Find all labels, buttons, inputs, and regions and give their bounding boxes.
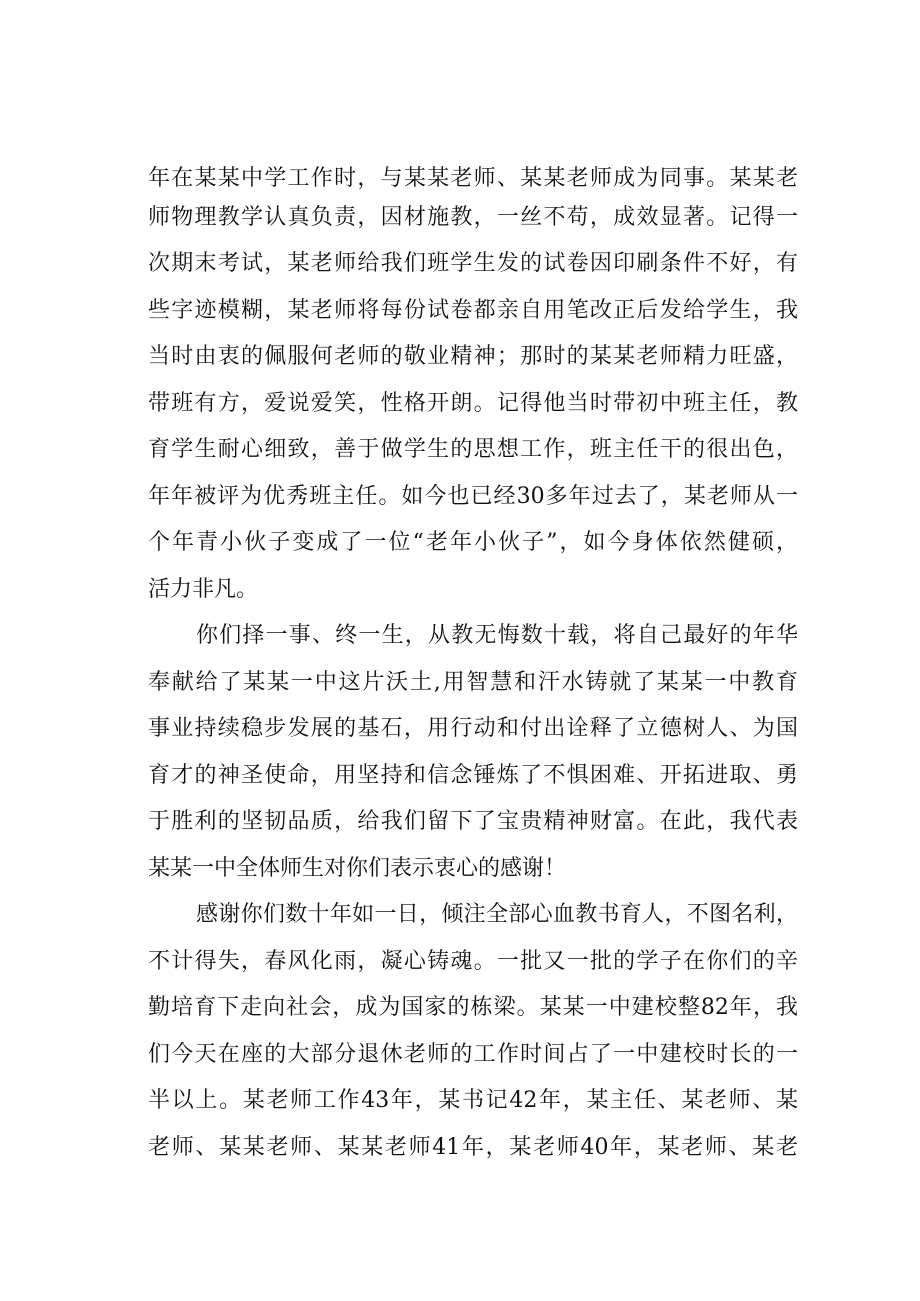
paragraph-3-line-5: 半以上。某老师工作43年，某书记42年，某主任、某老师、某 [148, 1088, 798, 1113]
paragraph-3-line-4: 们今天在座的大部分退休老师的工作时间占了一中建校时长的一 [148, 1042, 798, 1067]
paragraph-1-line-10: 活力非凡。 [148, 577, 259, 602]
paragraph-3-line-3: 勤培育下走向社会，成为国家的栋梁。某某一中建校整82年，我 [148, 995, 798, 1020]
paragraph-2-line-2: 奉献给了某某一中这片沃土,用智慧和汗水铸就了某某一中教育 [148, 670, 798, 695]
document-page [148, 0, 798, 1301]
paragraph-2-line-4: 育才的神圣使命，用坚持和信念锤炼了不惧困难、开拓进取、勇 [148, 763, 798, 788]
paragraph-1-line-5: 当时由衷的佩服何老师的敬业精神；那时的某某老师精力旺盛， [148, 344, 798, 369]
paragraph-1-line-1: 年在某某中学工作时，与某某老师、某某老师成为同事。某某老 [148, 166, 798, 191]
paragraph-2-line-1: 你们择一事、终一生，从教无悔数十载，将自己最好的年华 [196, 623, 798, 648]
paragraph-1-line-4: 些字迹模糊，某老师将每份试卷都亲自用笔改正后发给学生，我 [148, 298, 798, 323]
paragraph-2-line-6: 某某一中全体师生对你们表示衷心的感谢！ [148, 856, 567, 881]
paragraph-1-line-6: 带班有方，爱说爱笑，性格开朗。记得他当时带初中班主任，教 [148, 391, 798, 416]
paragraph-3-line-1: 感谢你们数十年如一日，倾注全部心血教书育人，不图名利， [196, 902, 798, 927]
paragraph-2-line-5: 于胜利的坚韧品质，给我们留下了宝贵精神财富。在此，我代表 [148, 809, 798, 834]
paragraph-1-line-3: 次期末考试，某老师给我们班学生发的试卷因印刷条件不好，有 [148, 251, 798, 276]
paragraph-1-line-9: 个年青小伙子变成了一位“老年小伙子”，如今身体依然健硕， [148, 530, 798, 555]
paragraph-2-line-3: 事业持续稳步发展的基石，用行动和付出诠释了立德树人、为国 [148, 716, 798, 741]
paragraph-1-line-8: 年年被评为优秀班主任。如今也已经30多年过去了，某老师从一 [148, 484, 798, 509]
paragraph-3-line-2: 不计得失，春风化雨，凝心铸魂。一批又一批的学子在你们的辛 [148, 949, 798, 974]
paragraph-3-line-6: 老师、某某老师、某某老师41年，某老师40年，某老师、某老 [148, 1135, 798, 1160]
paragraph-1-line-7: 育学生耐心细致，善于做学生的思想工作，班主任干的很出色， [148, 437, 798, 462]
paragraph-1-line-2: 师物理教学认真负责，因材施教，一丝不苟，成效显著。记得一 [148, 205, 798, 230]
